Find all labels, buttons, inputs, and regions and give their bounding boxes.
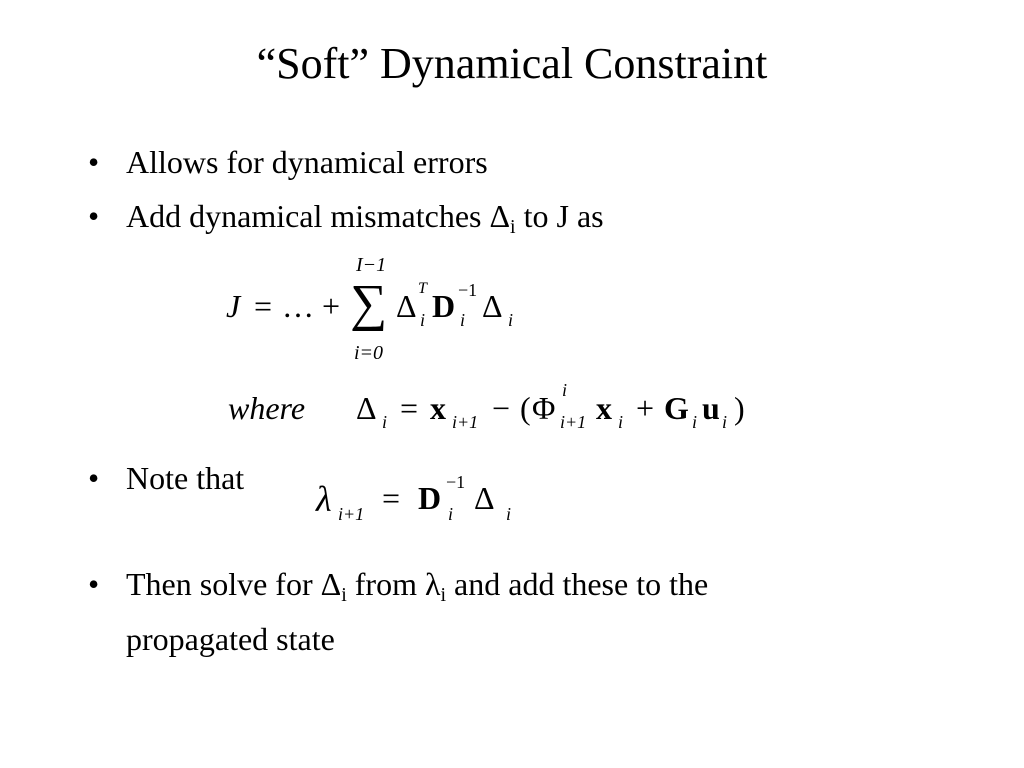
- eq1-equals: =: [254, 288, 273, 324]
- eq3-D-sup: −1: [446, 472, 466, 492]
- eq2-phi-sup: i: [562, 380, 568, 400]
- eq1-D-sup: −1: [458, 280, 478, 300]
- eq2-minus: −: [492, 390, 511, 426]
- eq1-sum-sign: ∑: [350, 275, 388, 332]
- eq2-delta-sub: i: [382, 412, 388, 432]
- eq1-plus: +: [322, 288, 341, 324]
- eq2-phi: Φ: [532, 390, 556, 426]
- bullet-4-delta-sub: i: [341, 584, 347, 606]
- eq2-x1-sub: i+1: [452, 412, 479, 432]
- eq2-delta: Δ: [356, 390, 377, 426]
- eq1-delta-1: Δ: [396, 288, 417, 324]
- bullet-2-text-pre: Add dynamical mismatches: [126, 198, 490, 234]
- slide-title: “Soft” Dynamical Constraint: [256, 39, 768, 88]
- bullet-4-text-mid: from: [346, 566, 425, 602]
- bullet-marker: •: [88, 144, 100, 180]
- bullet-marker: •: [88, 198, 100, 234]
- eq3-matrix-D: D: [418, 480, 442, 516]
- eq3-lambda: λ: [316, 479, 332, 519]
- eq1-matrix-D: D: [432, 288, 456, 324]
- eq2-equals: =: [400, 390, 419, 426]
- bullet-4-text-line2: propagated state: [126, 621, 335, 657]
- bullet-3-text: Note that: [126, 460, 245, 496]
- eq2-G-sub: i: [692, 412, 698, 432]
- eq1-delta-1-sub: i: [420, 310, 426, 330]
- eq3-D-sub: i: [448, 504, 454, 524]
- bullet-4-lambda: λ: [424, 566, 441, 602]
- eq1-delta-2: Δ: [482, 288, 503, 324]
- bullet-2-delta-sub: i: [510, 216, 516, 238]
- eq2-u-sub: i: [722, 412, 728, 432]
- eq2-x2-sub: i: [618, 412, 624, 432]
- bullet-4: [88, 562, 708, 661]
- bullet-4-text-pre: Then solve for: [126, 566, 321, 602]
- eq2-lparen: (: [520, 390, 531, 426]
- eq3-equals: =: [382, 480, 401, 516]
- bullet-marker: •: [88, 460, 100, 496]
- bullet-1: [88, 140, 488, 184]
- eq1-D-sub: i: [460, 310, 466, 330]
- eq2-phi-sub: i+1: [560, 412, 587, 432]
- eq2-x1: x: [430, 390, 446, 426]
- bullet-marker: •: [88, 566, 100, 602]
- eq2-matrix-G: G: [664, 390, 689, 426]
- bullet-3: [88, 456, 244, 500]
- eq2-rparen: ): [734, 390, 745, 426]
- bullet-1-text: Allows for dynamical errors: [126, 144, 488, 180]
- bullet-2-text-post: to J as: [515, 198, 604, 234]
- eq1-sum-lower: i=0: [354, 342, 384, 364]
- eq1-lhs: J: [226, 288, 241, 324]
- eq2-where: where: [228, 390, 306, 426]
- bullet-2-delta: Δ: [489, 198, 511, 234]
- eq3-lambda-sub: i+1: [338, 504, 365, 524]
- eq3-delta-sub: i: [506, 504, 512, 524]
- eq1-sum-upper: I−1: [356, 254, 387, 276]
- bullet-4-lambda-sub: i: [440, 584, 447, 606]
- eq2-u: u: [702, 390, 720, 426]
- bullet-4-text-post: and add these to the: [446, 566, 709, 602]
- eq1-ellipsis: …: [282, 288, 314, 324]
- bullet-2: [88, 194, 604, 249]
- eq2-x2: x: [596, 390, 612, 426]
- eq2-plus: +: [636, 390, 655, 426]
- eq1-delta-1-sup: T: [418, 280, 427, 297]
- bullet-4-delta: Δ: [320, 566, 342, 602]
- eq3-delta: Δ: [474, 480, 495, 516]
- eq1-delta-2-sub: i: [508, 310, 514, 330]
